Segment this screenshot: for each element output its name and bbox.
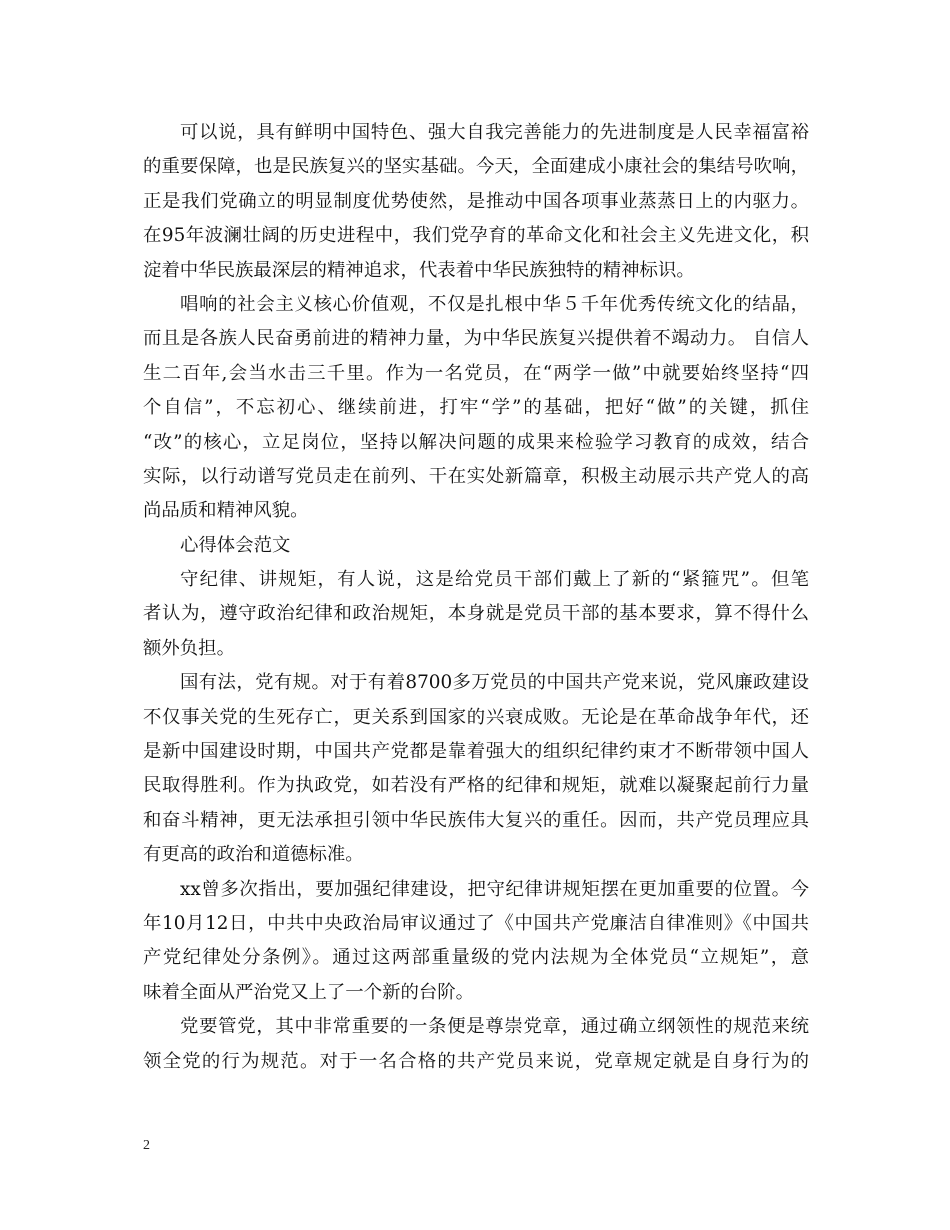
text-line: 不仅事关党的生死存亡，更关系到国家的兴衰成败。无论是在革命战争年代，还 — [143, 706, 809, 728]
text-line: 产党纪律处分条例》。通过这两部重量级的党内法规为全体党员“立规矩”，意 — [143, 947, 809, 969]
text-line: 尚品质和精神风貌。 — [143, 500, 309, 522]
section-heading: 心得体会范文 — [180, 534, 291, 556]
text-line: 年10月12日，中共中央政治局审议通过了《中国共产党廉洁自律准则》《中国共 — [143, 912, 809, 934]
text-line: 味着全面从严治党又上了一个新的台阶。 — [143, 981, 475, 1003]
text-line: 正是我们党确立的明显制度优势使然，是推动中国各项事业蒸蒸日上的内驱力。 — [143, 190, 809, 212]
text-line: 额外负担。 — [143, 637, 235, 659]
text-line: xx曾多次指出，要加强纪律建设，把守纪律讲规矩摆在更加重要的位置。今 — [180, 878, 809, 900]
text-line: 领全党的行为规范。对于一名合格的共产党员来说，党章规定就是自身行为的 — [143, 1050, 809, 1072]
text-line: 的重要保障，也是民族复兴的坚实基础。今天，全面建成小康社会的集结号吹响， — [143, 156, 809, 178]
text-line: 者认为，遵守政治纪律和政治规矩，本身就是党员干部的基本要求，算不得什么 — [143, 603, 809, 625]
text-line: 生二百年,会当水击三千里。作为一名党员，在“两学一做”中就要始终坚持“四 — [143, 362, 809, 384]
text-line: 实际，以行动谱写党员走在前列、干在实处新篇章，积极主动展示共产党人的高 — [143, 465, 809, 487]
text-line: 个自信”，不忘初心、继续前进，打牢“学”的基础，把好“做”的关键，抓住 — [143, 397, 809, 419]
text-line: 守纪律、讲规矩，有人说，这是给党员干部们戴上了新的“紧箍咒”。但笔 — [180, 569, 809, 591]
text-line: “改”的核心，立足岗位，坚持以解决问题的成果来检验学习教育的成效，结合 — [143, 431, 809, 453]
text-line: 国有法，党有规。对于有着8700多万党员的中国共产党来说，党风廉政建设 — [180, 672, 809, 694]
text-line: 是新中国建设时期，中国共产党都是靠着强大的组织纪律约束才不断带领中国人 — [143, 741, 809, 763]
page-number: 2 — [143, 1138, 150, 1153]
body-text — [143, 116, 809, 1079]
text-line: 可以说，具有鲜明中国特色、强大自我完善能力的先进制度是人民幸福富裕 — [180, 122, 809, 143]
text-line: 有更高的政治和道德标准。 — [143, 844, 364, 866]
text-line: 而且是各族人民奋勇前进的精神力量，为中华民族复兴提供着不竭动力。 自信人 — [143, 328, 809, 350]
text-line: 民取得胜利。作为执政党，如若没有严格的纪律和规矩，就难以凝聚起前行力量 — [143, 775, 809, 797]
text-line: 淀着中华民族最深层的精神追求，代表着中华民族独特的精神标识。 — [143, 259, 695, 281]
text-line: 和奋斗精神，更无法承担引领中华民族伟大复兴的重任。因而，共产党员理应具 — [143, 809, 809, 831]
text-line: 党要管党，其中非常重要的一条便是尊崇党章，通过确立纲领性的规范来统 — [180, 1016, 809, 1038]
text-line: 在95年波澜壮阔的历史进程中，我们党孕育的革命文化和社会主义先进文化，积 — [143, 225, 809, 247]
text-line: 唱响的社会主义核心价值观，不仅是扎根中华５千年优秀传统文化的结晶， — [180, 293, 809, 315]
